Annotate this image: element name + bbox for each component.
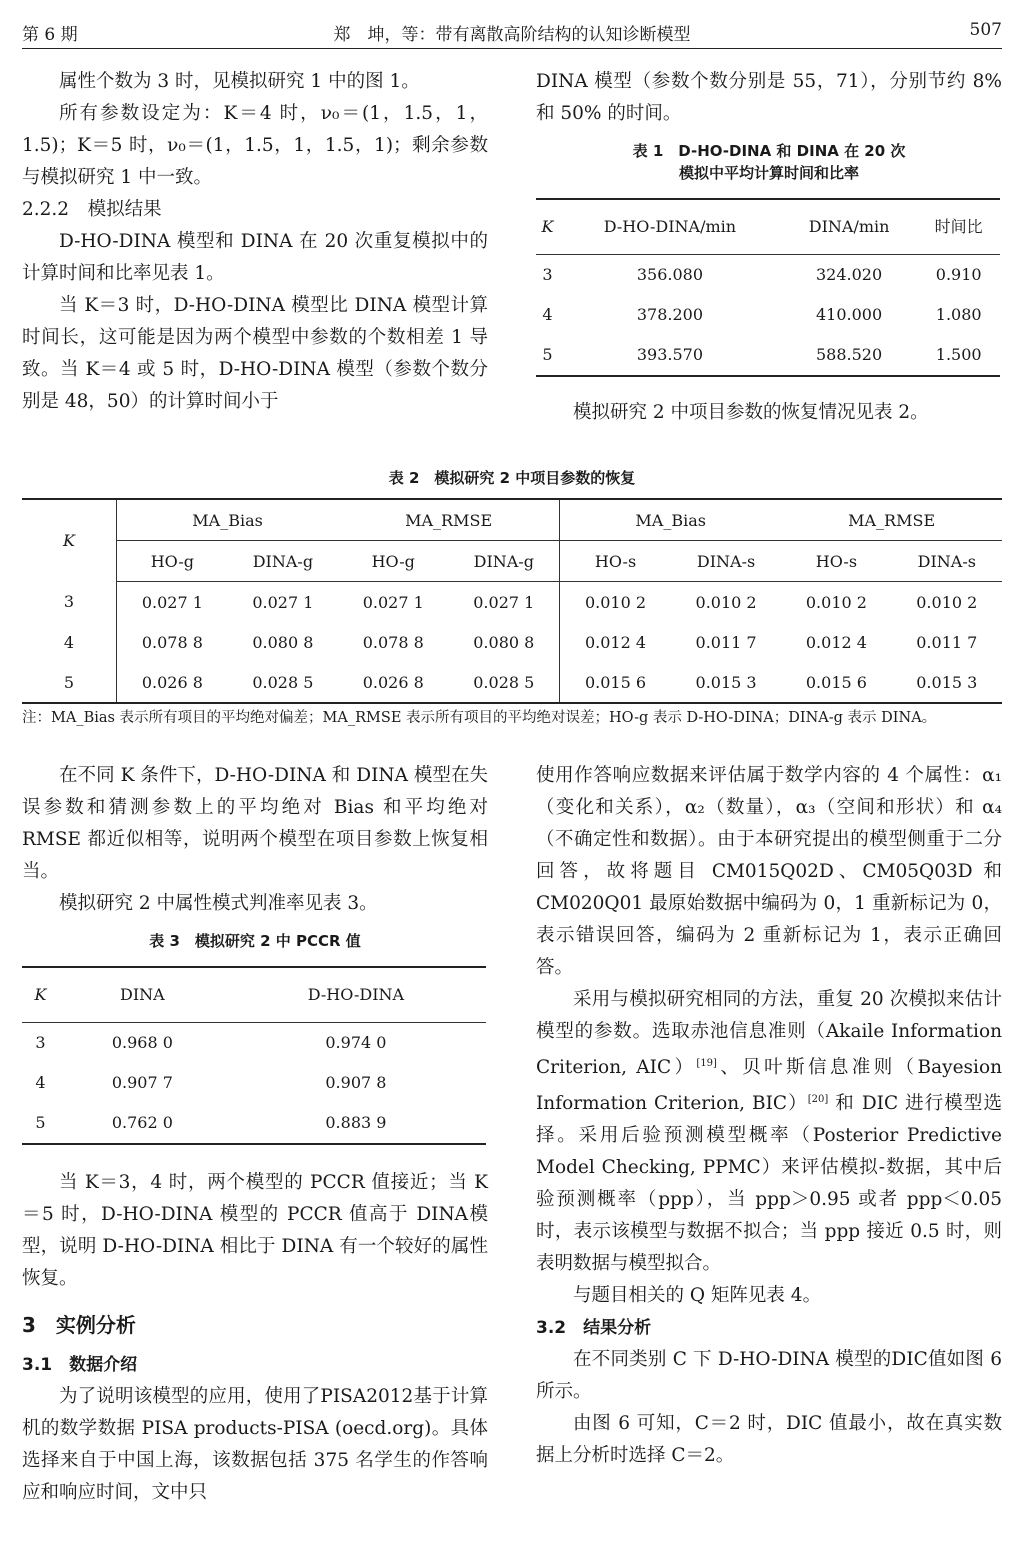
left-column-bottom [22,760,488,1509]
table-cell: 0.010 2 [805,592,867,612]
table-cell: 0.907 7 [111,1073,173,1092]
paragraph: 使用作答响应数据来评估属于数学内容的 4 个属性：α₁（变化和关系），α₂（数量），α₃（空间和形状）和 α₄（不确定性和数据）。由于本研究提出的模型侧重于二分回答，故将题目 CM015Q02D、CM05Q03D 和 CM020Q01 最原始数据中编码为 0，1 重新标记为 0，表示错误回答，编码为 2 重新标记为 1，表示正确回答。 [536,765,1002,978]
running-header [22,18,1002,49]
table-row [536,255,1000,296]
table-header-cell: K [536,199,559,255]
table-cell: 0.011 7 [695,632,757,652]
table-cell: 0.010 2 [584,592,647,612]
table-cell: 0.012 4 [584,632,647,652]
table-row [536,335,1000,376]
table-cell: 0.027 1 [252,592,314,612]
table-header-cell: HO-g [338,541,448,582]
table-cell: 324.020 [815,265,883,284]
table-cell: 356.080 [636,265,703,284]
table-header-cell: DINA-g [228,541,338,582]
table-cell: 0.015 6 [805,672,867,692]
section-heading-2-2-2: 2.2.2 模拟结果 [22,199,162,220]
table-row [22,1023,486,1064]
paragraph-text: 采用与模拟研究相同的方法，重复 20 次模拟来估计模型的参数。选取赤池信息准则（Akaile Information Criterion, AIC） [536,989,1002,1079]
table1-caption-line2: 模拟中平均计算时间和比率 [678,164,859,182]
section-heading-3: 3 实例分析 [22,1313,136,1337]
paragraph: 所有参数设定为：K＝4 时，ν₀＝(1，1.5，1，1.5)；K＝5 时，ν₀＝(1，1.5，1，1.5，1)；剩余参数与模拟研究 1 中一致。 [22,103,488,188]
table-cell: 0.027 1 [362,592,424,612]
paragraph: DINA 模型（参数个数分别是 55，71），分别节约 8% 和 50% 的时间。 [536,71,1002,124]
table-header-cell: D-HO-DINA/min [559,199,781,255]
table2-caption: 表 2 模拟研究 2 中项目参数的恢复 [388,469,636,487]
table-cell: 410.000 [815,305,883,324]
table3-caption: 表 3 模拟研究 2 中 PCCR 值 [149,932,361,950]
table-row [22,1063,486,1103]
table-cell: 0.015 3 [916,672,978,692]
paragraph-text: 、贝叶斯信息准则（Bayesion Information Criterion, BIC） [536,1057,1002,1115]
table-cell: 378.200 [636,305,703,324]
table-header-cell: DINA-s [892,541,1002,582]
table-cell: 0.015 6 [584,672,647,692]
table-cell: 0.028 5 [448,662,559,703]
table-cell: 1.080 [935,305,982,324]
table-row [536,295,1000,335]
paragraph: 与题目相关的 Q 矩阵见表 4。 [573,1285,822,1307]
table-cell: 5 [22,662,117,703]
table-row [22,582,1002,623]
table1 [536,198,1000,377]
section-heading-3-2: 3.2 结果分析 [536,1318,652,1339]
table-cell: 3 [22,582,117,623]
table-header-row [22,967,486,1023]
running-title: 郑 坤，等：带有离散高阶结构的认知诊断模型 [333,25,691,45]
table-header-cell: MA_Bias [560,499,782,541]
table2 [22,498,1002,704]
table-header-cell: DINA/min [781,199,918,255]
paragraph: 在不同 K 条件下，D-HO-DINA 和 DINA 模型在失误参数和猜测参数上的平均绝对 Bias 和平均绝对 RMSE 都近似相等，说明两个模型在项目参数上恢复相当。 [22,765,488,882]
table-cell: 5 [35,1113,46,1132]
table-cell: 0.968 0 [111,1033,173,1052]
table-header-cell: MA_RMSE [781,499,1002,541]
table-header-cell: HO-s [560,541,671,582]
table-header-cell: K [22,499,117,582]
table-cell: 0.078 8 [362,632,424,652]
table-cell: 0.027 1 [448,582,559,623]
table-cell: 4 [22,622,117,662]
table-header-cell: DINA-s [671,541,781,582]
table-header-cell: 时间比 [917,199,1000,255]
paragraph: 模拟研究 2 中属性模式判准率见表 3。 [59,893,378,914]
section-heading-3-1: 3.1 数据介绍 [22,1355,138,1375]
paragraph: 当 K＝3，4 时，两个模型的 PCCR 值接近；当 K＝5 时，D-HO-DINA 模型的 PCCR 值高于 DINA模型，说明 D-HO-DINA 相比于 DINA 有一个较好的属性恢复。 [22,1172,488,1289]
table-cell: 0.028 5 [252,672,314,692]
page-number: 507 [969,20,1002,40]
table-cell: 0.883 9 [325,1113,387,1132]
table-header-cell: HO-s [781,541,891,582]
table1-caption [536,140,1002,184]
table-header-cell: HO-g [117,541,228,582]
table-cell: 0.078 8 [141,632,203,652]
table-header-cell: DINA-g [448,541,559,582]
left-column-top [22,66,488,418]
right-column-top [536,66,1002,429]
right-column-bottom [536,760,1002,1472]
paragraph: 由图 6 可知，C＝2 时，DIC 值最小，故在真实数据上分析时选择 C＝2。 [536,1413,1002,1467]
paragraph: 为了说明该模型的应用，使用了PISA2012基于计算机的数学数据 PISA products-PISA (oecd.org)。具体选择来自于中国上海，该数据包括 375 名学生的作答响应和响应时间，文中只 [22,1386,488,1503]
table-cell: 588.520 [815,345,883,364]
issue-number: 第 6 期 [22,25,78,45]
table-subheader-row [22,541,1002,582]
table-header-cell: K [22,967,59,1023]
paragraph: 当 K＝3 时，D-HO-DINA 模型比 DINA 模型计算时间长，这可能是因为两个模型中参数的个数相差 1 导致。当 K＝4 或 5 时，D-HO-DINA 模型（参数个数分别是 48，50）的计算时间小于 [22,295,488,412]
table-header-cell: D-HO-DINA [226,967,486,1023]
paragraph-text: 和 DIC 进行模型选择。采用后验预测模型概率（Posterior Predictive Model Checking, PPMC）来评估模拟-数据，其中后验预测概率（ppp），当 ppp＞0.95 或者 ppp＜0.05 时，表示该模型与数据不拟合；当 ppp 接近 0.5 时，则表明数据与模型拟合。 [536,1093,1002,1275]
table-header-row [22,499,1002,541]
table-cell: 0.027 1 [141,592,203,612]
table-cell: 0.015 3 [695,672,757,692]
table-cell: 4 [542,305,553,324]
table2-note: 注：MA_Bias 表示所有项目的平均绝对偏差；MA_RMSE 表示所有项目的平均绝对误差；HO-g 表示 D-HO-DINA；DINA-g 表示 DINA。 [22,710,937,726]
table-cell: 4 [35,1073,46,1092]
paragraph: 模拟研究 2 中项目参数的恢复情况见表 2。 [573,402,929,423]
table-cell: 1.500 [935,345,982,364]
table-cell: 3 [35,1033,46,1052]
citation-20: [20] [807,1094,829,1106]
table-cell: 0.910 [935,265,982,284]
table-cell: 0.762 0 [111,1113,173,1132]
table-cell: 0.026 8 [362,672,424,692]
table-cell: 3 [542,265,553,284]
table-cell: 5 [542,345,553,364]
table1-caption-line1: 表 1 D-HO-DINA 和 DINA 在 20 次 [632,142,906,160]
table-cell: 0.012 4 [805,632,867,652]
table-header-cell: MA_Bias [117,499,339,541]
table-row [22,662,1002,703]
table-row [22,1103,486,1144]
table-row [22,622,1002,662]
citation-19: [19] [696,1058,717,1069]
table-header-cell: DINA [59,967,226,1023]
table-cell: 0.080 8 [252,632,314,652]
table-cell: 0.974 0 [325,1033,387,1052]
table-cell: 0.010 2 [916,592,978,612]
paragraph: 在不同类别 C 下 D-HO-DINA 模型的DIC值如图 6 所示。 [536,1349,1002,1403]
table-header-row [536,199,1000,255]
table-cell: 393.570 [636,345,703,364]
table-cell: 0.010 2 [695,592,757,612]
table-cell: 0.907 8 [325,1073,387,1092]
table-header-cell: MA_RMSE [338,499,560,541]
paragraph: 属性个数为 3 时，见模拟研究 1 中的图 1。 [59,71,420,92]
table-cell: 0.026 8 [141,672,203,692]
paragraph: D-HO-DINA 模型和 DINA 在 20 次重复模拟中的计算时间和比率见表 1。 [22,231,488,284]
paragraph [536,984,1002,1280]
table3 [22,966,486,1145]
table-cell: 0.080 8 [448,622,559,662]
table-cell: 0.011 7 [916,632,978,652]
